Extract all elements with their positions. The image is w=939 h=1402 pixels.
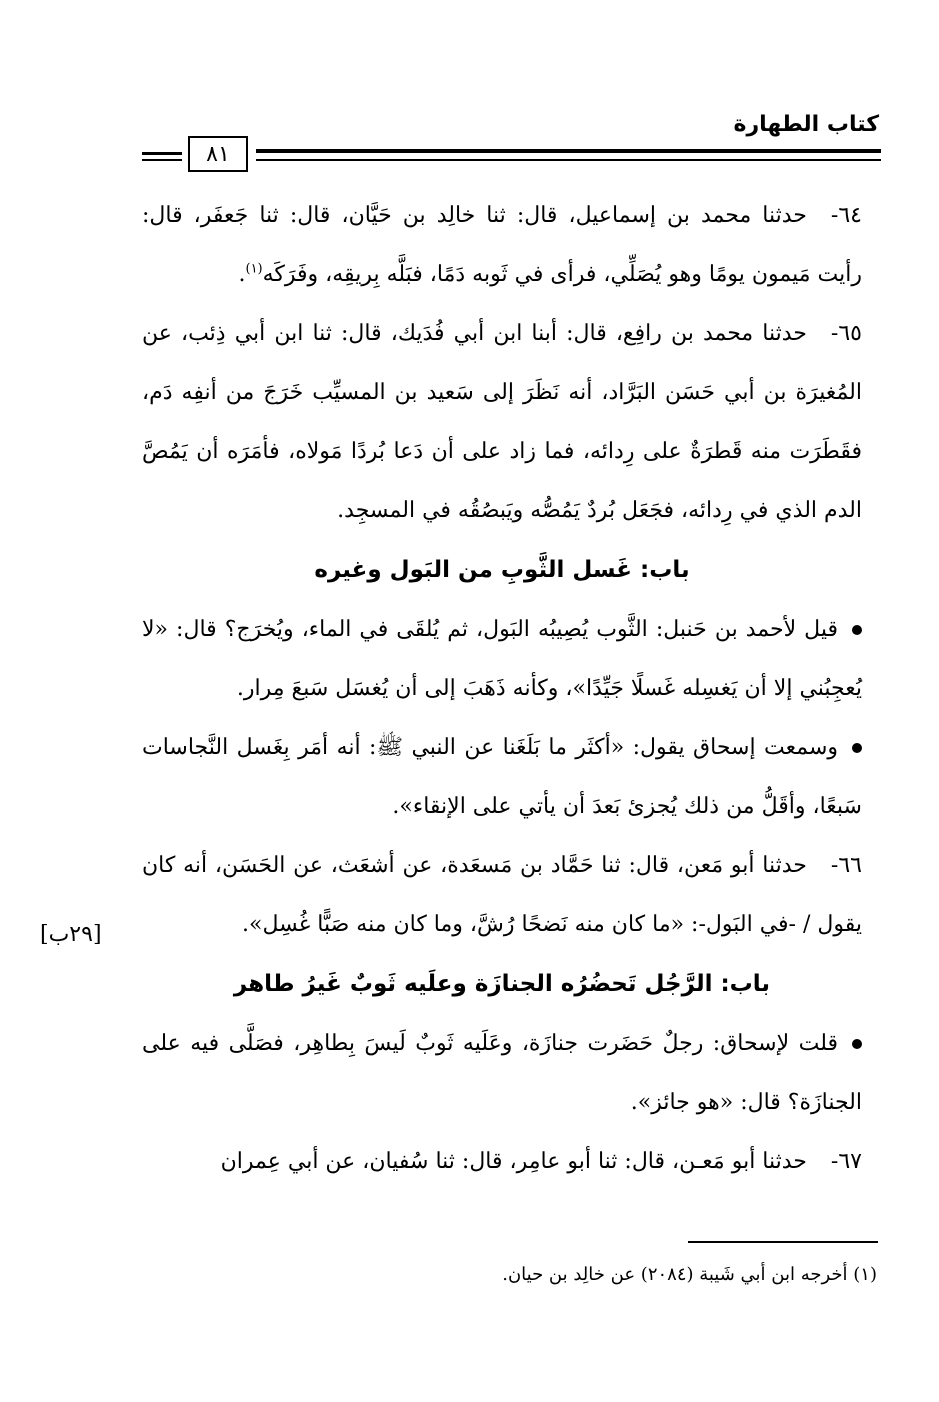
bullet-icon — [852, 1039, 862, 1049]
footnote: (١) أخرجه ابن أبي شَيبة (٢٠٨٤) عن خالِد بن حيان. — [502, 1264, 877, 1285]
hadith-66 — [142, 836, 862, 954]
bullet-icon — [852, 625, 862, 635]
header-rule-left — [142, 152, 182, 161]
hadith-text: حدثنا محمد بن إسماعيل، قال: ثنا خالِد بن حَيَّان، قال: ثنا جَعفَر، قال: رأيت مَيمون يومًا وهو يُصَلِّي، فرأى في ثَوبه دَمًا، فبَلَّه بِريقِه، وفَرَكَه — [142, 203, 862, 287]
hadith-text: حدثنا أبو مَعن، قال: ثنا حَمَّاد بن مَسعَدة، عن أشعَث، عن الحَسَن، أنه كان يقول / -في البَول-: «ما كان منه نَضحًا رُشَّ، وما كان منه صَبًّا غُسِل». — [142, 853, 862, 937]
hadith-text: حدثنا محمد بن رافِع، قال: أبنا ابن أبي فُدَيك، قال: ثنا ابن أبي ذِئب، عن المُغيرَة بن أبي حَسَن البَرَّاد، أنه نَظَرَ إلى سَعيد بن المسيِّب خَرَجَ من أنفِه دَم، فقَطَرَت منه قَطرَةٌ على رِدائه، فما زاد على أن دَعا بُردًا مَولاه، فأمَرَه أن يَمُصَّ الدم الذي في رِدائه، فجَعَل بُردٌ يَمُصُّه ويَبصُقُه في المسجِد. — [142, 321, 862, 523]
hadith-number: ٦٦- — [830, 853, 862, 878]
sentence-end: . — [238, 262, 246, 287]
bullet-icon — [852, 743, 862, 753]
bullet-text: قيل لأحمد بن حَنبل: الثَّوب يُصِيبُه البَول، ثم يُلقَى في الماء، ويُخرَج؟ قال: «لا يُعجِبُني إلا أن يَغسِله غَسلًا جَيِّدًا»، وكأنه ذَهَبَ إلى أن يُغسَل سَبعَ مِرار. — [142, 617, 862, 701]
hadith-number: ٦٥- — [830, 321, 862, 346]
hadith-number: ٦٤- — [830, 203, 862, 228]
footnote-reference: (١) — [245, 261, 263, 277]
hadith-65 — [142, 304, 862, 540]
page-number: ٨١ — [188, 136, 248, 172]
hadith-text: حدثنا أبو مَعـن، قال: ثنا أبو عامِر، قال: ثنا سُفيان، عن أبي عِمران — [220, 1149, 807, 1174]
main-text — [142, 186, 862, 1191]
bullet-item — [142, 1014, 862, 1132]
hadith-64 — [142, 186, 862, 304]
manuscript-folio-marker: [٢٩ب] — [40, 922, 102, 947]
hadith-67 — [142, 1132, 862, 1191]
running-header-title: كتاب الطهارة — [733, 112, 879, 137]
footnote-separator — [688, 1241, 878, 1243]
header-rule-right — [256, 149, 881, 161]
hadith-number: ٦٧- — [830, 1149, 862, 1174]
bullet-item — [142, 600, 862, 718]
chapter-heading-funeral: باب: الرَّجُل تَحضُرُه الجنازَة وعلَيه ثَوبٌ غَيرُ طاهر — [233, 971, 771, 997]
bullet-text: قلت لإسحاق: رجلٌ حَضَرت جنازَة، وعَلَيه ثَوبٌ لَيسَ بِطاهِر، فصَلَّى فيه على الجنازَة؟ قال: «هو جائز». — [142, 1031, 862, 1115]
chapter-heading-washing: باب: غَسل الثَّوبِ من البَول وغيره — [314, 557, 690, 583]
bullet-item — [142, 718, 862, 836]
bullet-text: وسمعت إسحاق يقول: «أكثَر ما بَلَغَنا عن النبي ﷺ: أنه أمَر بِغَسل النَّجاسات سَبعًا، وأقَلُّ من ذلك يُجزئ بَعدَ أن يأتي على الإنقاء». — [142, 735, 862, 819]
